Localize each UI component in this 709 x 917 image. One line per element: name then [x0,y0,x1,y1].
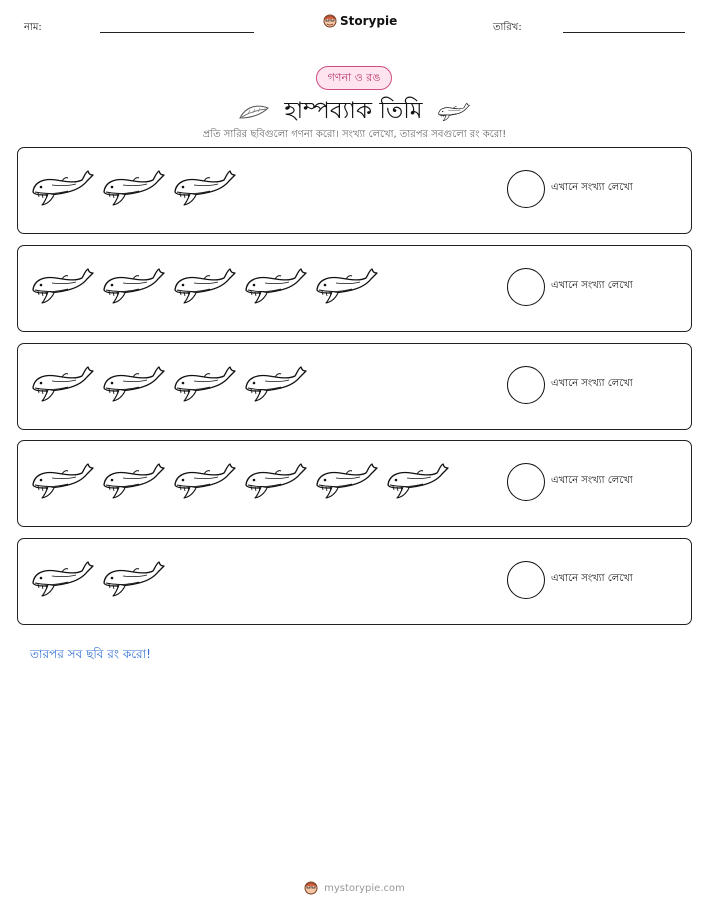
whale-icon [243,364,309,404]
answer-label: এখানে সংখ্যা লেখো [551,280,633,291]
name-line[interactable] [100,32,254,33]
answer-circle[interactable] [507,463,545,501]
answer-circle[interactable] [507,170,545,208]
whale-icon [243,266,309,306]
page-title: হাম্পব্যাক তিমি [284,98,423,124]
whale-icon [30,266,96,306]
whale-icon [385,461,451,501]
counting-row [17,343,692,430]
whale-icon [314,266,380,306]
date-label: তারিখ: [493,22,522,33]
answer-circle[interactable] [507,561,545,599]
answer-label: এখানে সংখ্যা লেখো [551,182,633,193]
storypie-logo-icon [323,13,337,29]
topic-badge: গণনা ও রঙ [316,66,392,90]
whale-icon [30,168,96,208]
whale-icon [30,461,96,501]
whale-group [30,266,380,306]
brand-name: Storypie [340,14,398,28]
footer-note: তারপর সব ছবি রং করো! [30,647,151,661]
whale-icon [101,461,167,501]
counting-row [17,245,692,332]
counting-row [17,538,692,625]
whale-icon [172,461,238,501]
brand-logo [323,13,397,29]
title-row [0,92,709,131]
whale-icon [314,461,380,501]
answer-label: এখানে সংখ্যা লেখো [551,378,633,389]
whale-icon [172,266,238,306]
whale-icon [172,168,238,208]
whale-icon [101,364,167,404]
whale-icon [30,364,96,404]
whale-group [30,168,238,208]
whale-icon [437,101,471,123]
whale-icon [101,168,167,208]
whale-group [30,559,167,599]
footer-url: mystorypie.com [324,882,405,894]
storypie-logo-icon [304,880,318,896]
whale-icon [172,364,238,404]
counting-row [17,440,692,527]
answer-circle[interactable] [507,268,545,306]
feather-icon [238,102,270,122]
answer-circle[interactable] [507,366,545,404]
whale-group [30,364,309,404]
whale-icon [101,266,167,306]
whale-icon [101,559,167,599]
name-label: নাম: [24,22,42,33]
footer-brand [0,880,709,896]
whale-group [30,461,451,501]
counting-row [17,147,692,234]
date-line[interactable] [563,32,685,33]
answer-label: এখানে সংখ্যা লেখো [551,475,633,486]
instructions: প্রতি সারির ছবিগুলো গণনা করো। সংখ্যা লেখো, তারপর সবগুলো রং করো! [202,129,507,140]
whale-icon [243,461,309,501]
whale-icon [30,559,96,599]
answer-label: এখানে সংখ্যা লেখো [551,573,633,584]
